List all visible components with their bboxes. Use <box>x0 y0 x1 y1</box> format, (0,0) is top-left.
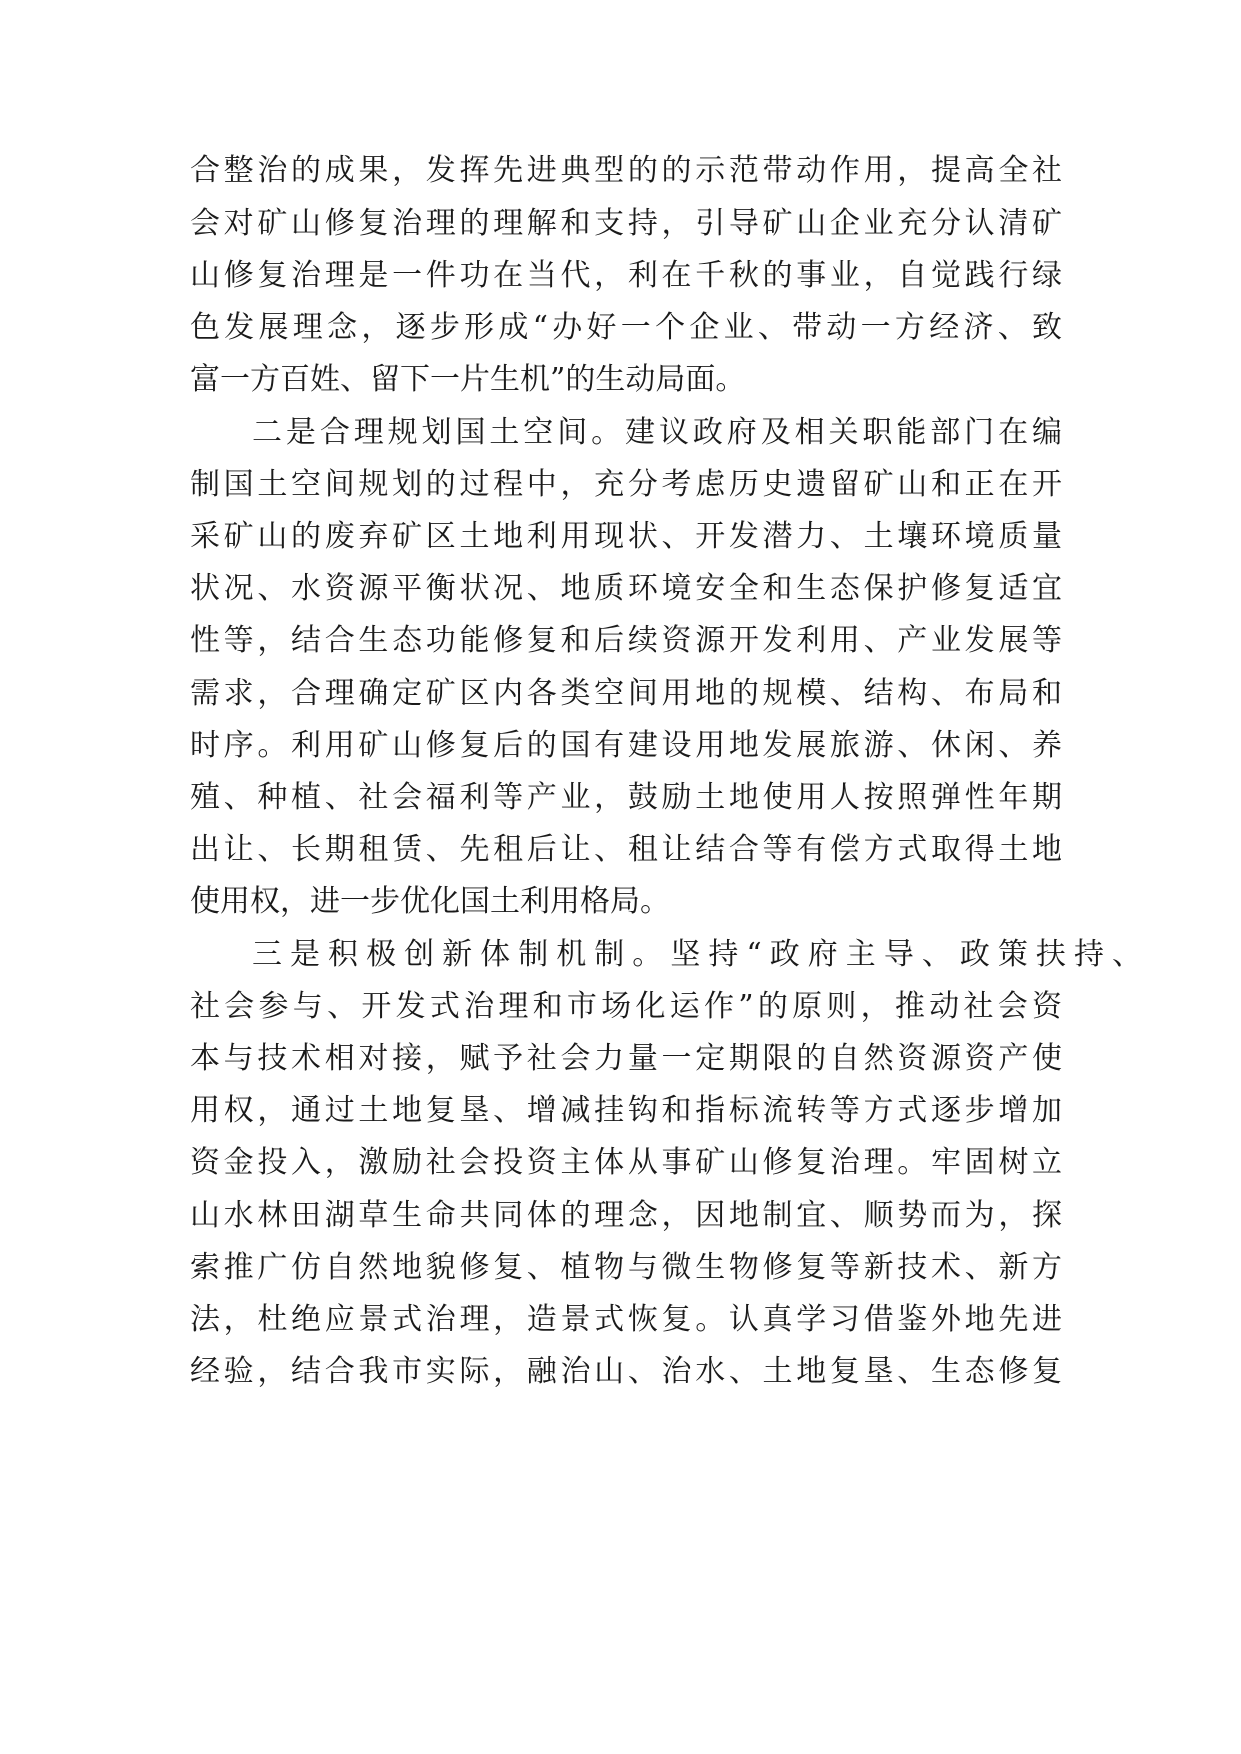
text-line: 制国土空间规划的过程中，充分考虑历史遗留矿山和正在开 <box>190 467 1066 502</box>
text-line: 需求，合理确定矿区内各类空间用地的规模、结构、布局和 <box>190 676 1066 711</box>
paragraph-first-line: 二是合理规划国土空间。建议政府及相关职能部门在编 <box>252 415 1066 450</box>
text-line: 会对矿山修复治理的理解和支持，引导矿山企业充分认清矿 <box>190 206 1066 241</box>
text-line: 山水林田湖草生命共同体的理念，因地制宜、顺势而为，探 <box>190 1198 1066 1233</box>
text-line: 法，杜绝应景式治理，造景式恢复。认真学习借鉴外地先进 <box>190 1302 1066 1337</box>
text-line: 采矿山的废弃矿区土地利用现状、开发潜力、土壤环境质量 <box>190 519 1066 554</box>
text-line: 出让、长期租赁、先租后让、租让结合等有偿方式取得土地 <box>190 832 1066 867</box>
text-line: 社会参与、开发式治理和市场化运作”的原则，推动社会资 <box>190 989 1067 1024</box>
text-line: 索推广仿自然地貌修复、植物与微生物修复等新技术、新方 <box>190 1250 1066 1285</box>
text-line: 时序。利用矿山修复后的国有建设用地发展旅游、休闲、养 <box>190 728 1066 763</box>
text-line: 用权，通过土地复垦、增减挂钩和指标流转等方式逐步增加 <box>190 1093 1066 1128</box>
text-line: 经验，结合我市实际，融治山、治水、土地复垦、生态修复 <box>190 1354 1066 1389</box>
text-line: 使用权，进一步优化国土利用格局。 <box>190 884 670 919</box>
text-line: 殖、种植、社会福利等产业，鼓励土地使用人按照弹性年期 <box>190 780 1066 815</box>
text-line: 山修复治理是一件功在当代，利在千秋的事业，自觉践行绿 <box>190 258 1066 293</box>
text-line: 色发展理念，逐步形成“办好一个企业、带动一方经济、致 <box>190 310 1067 345</box>
text-line: 本与技术相对接，赋予社会力量一定期限的自然资源资产使 <box>190 1041 1066 1076</box>
text-line: 资金投入，激励社会投资主体从事矿山修复治理。牢固树立 <box>190 1145 1066 1180</box>
text-line: 富一方百姓、留下一片生机”的生动局面。 <box>190 362 746 397</box>
paragraph-first-line: 三是积极创新体制机制。坚持“政府主导、政策扶持、 <box>252 937 1151 972</box>
text-line: 性等，结合生态功能修复和后续资源开发利用、产业发展等 <box>190 623 1066 658</box>
text-line: 合整治的成果，发挥先进典型的的示范带动作用，提高全社 <box>190 153 1066 188</box>
text-line: 状况、水资源平衡状况、地质环境安全和生态保护修复适宜 <box>190 571 1066 606</box>
